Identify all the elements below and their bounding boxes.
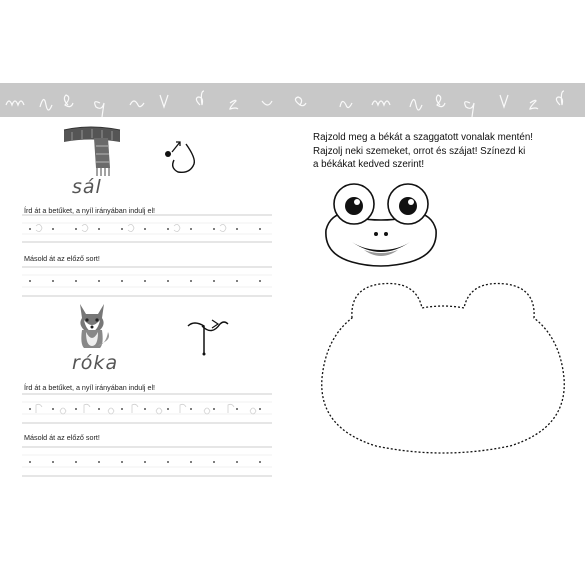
scarf-icon — [60, 124, 126, 180]
letter-stroke-guide-icon-2 — [184, 318, 234, 358]
letter-stroke-guide-icon — [160, 132, 206, 178]
fox-icon — [72, 300, 112, 352]
frog-instruction-line-3: a békákat kedved szerint! — [313, 159, 425, 170]
copy-lines-1 — [22, 266, 272, 298]
word-roka: róka — [72, 352, 119, 374]
frog-instructions — [313, 131, 533, 172]
frog-instruction-line-2: Rajzolj neki szemeket, orrot és szájat! Színezd ki — [313, 145, 526, 157]
instruction-copy-1: Másold át az előző sort! — [24, 254, 100, 263]
copy-lines-2 — [22, 446, 272, 478]
instruction-copy-2: Másold át az előző sort! — [24, 433, 100, 442]
word-sal: sál — [72, 176, 102, 198]
instruction-trace-1: Írd át a betűket, a nyíl irányában indulj el! — [24, 206, 156, 215]
frog-instruction-line-1: Rajzold meg a békát a szaggatott vonalak mentén! — [313, 132, 534, 143]
trace-lines-1 — [22, 214, 272, 244]
trace-lines-2 — [22, 393, 272, 425]
instruction-trace-2: Írd át a betűket, a nyíl irányában indulj el! — [24, 383, 156, 392]
dashed-frog-outline — [310, 278, 576, 456]
cursive-letter-band — [0, 83, 585, 117]
frog-face-icon — [318, 180, 444, 272]
